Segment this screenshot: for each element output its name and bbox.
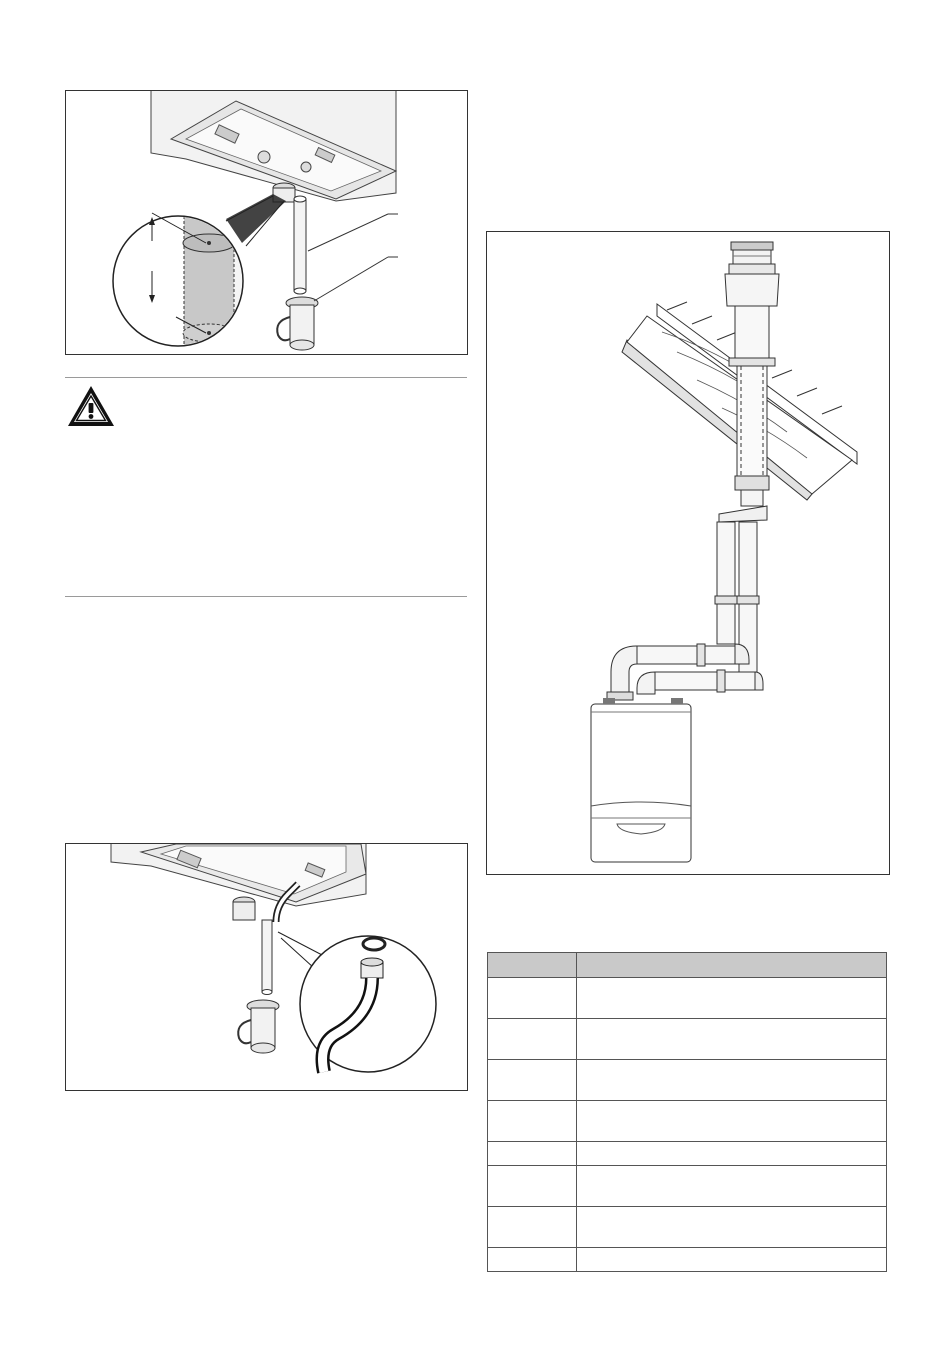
table-cell (577, 1101, 887, 1142)
warning-triangle-icon (66, 384, 116, 428)
table-row (488, 1207, 887, 1248)
table-cell (577, 1142, 887, 1166)
table-row (488, 978, 887, 1019)
table-header-row (488, 953, 887, 978)
table-cell (488, 978, 577, 1019)
specification-table (487, 952, 887, 1272)
table-row (488, 1248, 887, 1272)
table-header-cell (488, 953, 577, 978)
table-cell (488, 1248, 577, 1272)
warning-top-rule (65, 377, 467, 378)
table-row (488, 1142, 887, 1166)
flue-roof-illustration (487, 232, 889, 874)
table-cell (577, 978, 887, 1019)
warning-icon (66, 384, 116, 428)
condensate-hose-illustration (66, 844, 467, 1090)
table-row (488, 1101, 887, 1142)
table-cell (577, 1248, 887, 1272)
table-cell (488, 1060, 577, 1101)
condensate-trap-illustration (66, 91, 467, 354)
table-cell (577, 1207, 887, 1248)
warning-bottom-rule (65, 596, 467, 597)
table-cell (577, 1060, 887, 1101)
table-cell (488, 1019, 577, 1060)
table-cell (488, 1101, 577, 1142)
table-row (488, 1166, 887, 1207)
table-cell (488, 1207, 577, 1248)
figure-condensate-trap-fill (65, 90, 468, 355)
figure-vertical-flue-roof (486, 231, 890, 875)
table-header-cell (577, 953, 887, 978)
table-cell (577, 1019, 887, 1060)
table-cell (577, 1166, 887, 1207)
table-cell (488, 1142, 577, 1166)
figure-condensate-hose-connect (65, 843, 468, 1091)
table-cell (488, 1166, 577, 1207)
table-row (488, 1060, 887, 1101)
table-row (488, 1019, 887, 1060)
